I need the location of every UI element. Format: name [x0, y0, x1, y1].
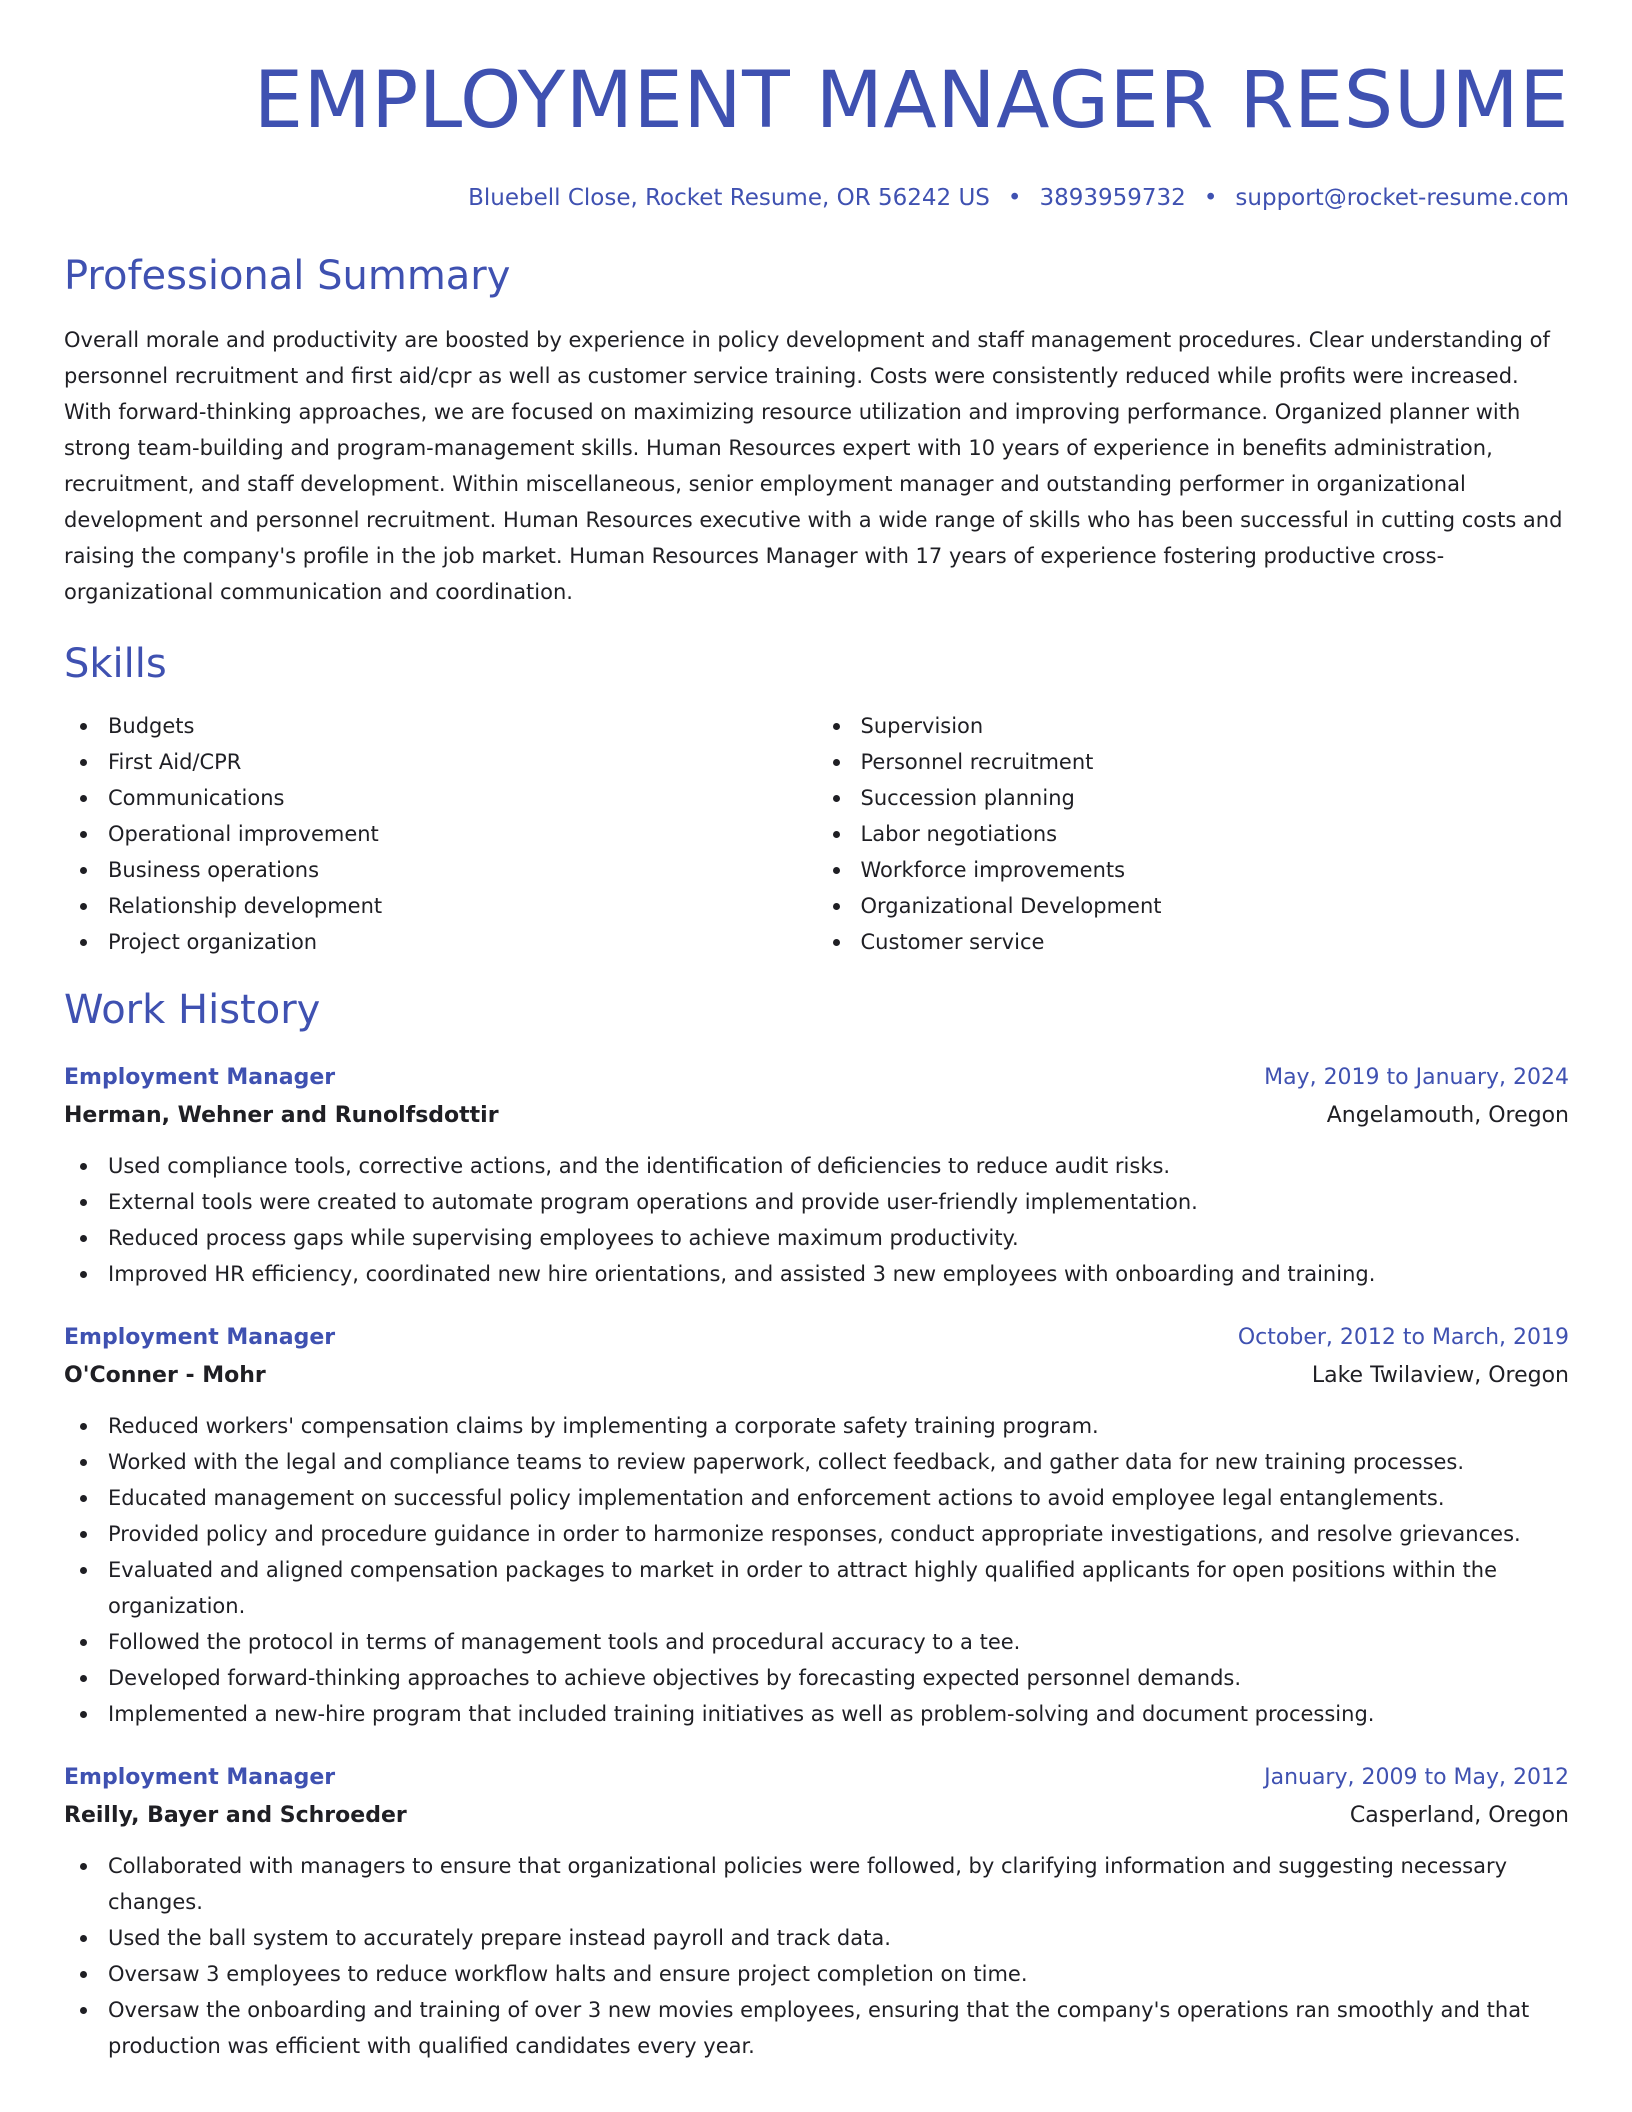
- job-entry: [64, 1760, 1569, 2064]
- skill-item: Organizational Development: [861, 888, 1570, 924]
- job-bullet: Used compliance tools, corrective actions, and the identification of deficiencies to reduce audit risks.: [108, 1148, 1569, 1184]
- skills-heading: Skills: [64, 641, 167, 687]
- skills-grid: [64, 708, 1569, 960]
- job-subheader: [64, 1796, 1569, 1836]
- job-bullet: Worked with the legal and compliance teams to review paperwork, collect feedback, and gather data for new training processes.: [108, 1444, 1569, 1480]
- job-bullets: [64, 1408, 1569, 1732]
- job-bullet: Collaborated with managers to ensure that organizational policies were followed, by clarifying information and suggesting necessary changes.: [108, 1848, 1569, 1920]
- job-title: Employment Manager: [64, 1765, 336, 1790]
- job-bullet: Reduced process gaps while supervising employees to achieve maximum productivity.: [108, 1220, 1569, 1256]
- job-header: [64, 1320, 1569, 1356]
- contact-address: Bluebell Close, Rocket Resume, OR 56242 US: [468, 185, 990, 211]
- job-bullet: External tools were created to automate program operations and provide user-friendly implementation.: [108, 1184, 1569, 1220]
- job-company: Reilly, Bayer and Schroeder: [64, 1803, 407, 1828]
- contact-phone: 3893959732: [1039, 185, 1186, 211]
- skills-column-right: [817, 708, 1570, 960]
- work-history-list: [64, 1060, 1569, 2064]
- job-subheader: [64, 1356, 1569, 1396]
- job-dates: October, 2012 to March, 2019: [1237, 1325, 1569, 1350]
- contact-separator: •: [1203, 185, 1218, 211]
- contact-line: [64, 182, 1569, 214]
- job-bullet: Reduced workers' compensation claims by implementing a corporate safety training program.: [108, 1408, 1569, 1444]
- job-bullet: Followed the protocol in terms of management tools and procedural accuracy to a tee.: [108, 1624, 1569, 1660]
- job-bullet: Oversaw 3 employees to reduce workflow halts and ensure project completion on time.: [108, 1956, 1569, 1992]
- skill-item: Personnel recruitment: [861, 744, 1570, 780]
- skill-item: Succession planning: [861, 780, 1570, 816]
- job-subheader: [64, 1096, 1569, 1136]
- job-entry: [64, 1060, 1569, 1292]
- job-dates: May, 2019 to January, 2024: [1264, 1065, 1569, 1090]
- job-title: Employment Manager: [64, 1065, 336, 1090]
- job-bullet: Oversaw the onboarding and training of over 3 new movies employees, ensuring that the company's operations ran smoothly and that production was efficient with qualified candidates every year.: [108, 1992, 1569, 2064]
- skill-item: Communications: [108, 780, 817, 816]
- summary-heading: Professional Summary: [64, 253, 511, 299]
- job-bullet: Educated management on successful policy implementation and enforcement actions to avoid employee legal entanglements.: [108, 1480, 1569, 1516]
- job-dates: January, 2009 to May, 2012: [1264, 1765, 1569, 1790]
- skill-item: Project organization: [108, 924, 817, 960]
- contact-email: support@rocket-resume.com: [1235, 185, 1569, 211]
- job-bullet: Provided policy and procedure guidance in order to harmonize responses, conduct appropriate investigations, and resolve grievances.: [108, 1516, 1569, 1552]
- job-company: Herman, Wehner and Runolfsdottir: [64, 1103, 499, 1128]
- skill-item: Workforce improvements: [861, 852, 1570, 888]
- skill-item: Operational improvement: [108, 816, 817, 852]
- job-bullet: Evaluated and aligned compensation packages to market in order to attract highly qualified applicants for open positions within the organization.: [108, 1552, 1569, 1624]
- job-header: [64, 1760, 1569, 1796]
- skill-item: Supervision: [861, 708, 1570, 744]
- skill-item: First Aid/CPR: [108, 744, 817, 780]
- job-bullet: Used the ball system to accurately prepare instead payroll and track data.: [108, 1920, 1569, 1956]
- resume-title: EMPLOYMENT MANAGER RESUME: [253, 56, 1569, 146]
- job-location: Angelamouth, Oregon: [1326, 1103, 1569, 1128]
- job-bullet: Implemented a new-hire program that included training initiatives as well as problem-solving and document processing.: [108, 1696, 1569, 1732]
- skills-column-left: [64, 708, 817, 960]
- skill-item: Labor negotiations: [861, 816, 1570, 852]
- job-location: Lake Twilaview, Oregon: [1311, 1363, 1569, 1388]
- job-bullets: [64, 1848, 1569, 2064]
- contact-separator: •: [1007, 185, 1022, 211]
- job-title: Employment Manager: [64, 1325, 336, 1350]
- skill-item: Relationship development: [108, 888, 817, 924]
- skill-item: Customer service: [861, 924, 1570, 960]
- skill-item: Business operations: [108, 852, 817, 888]
- job-entry: [64, 1320, 1569, 1732]
- summary-text: Overall morale and productivity are boosted by experience in policy development and staff management procedures. Clear understanding of personnel recruitment and first aid/cpr as well as customer service training. Costs were consistently reduced while profits were increased. With forward-thinking approaches, we are focused on maximizing resource utilization and improving performance. Organized planner with strong team-building and program-management skills. Human Resources expert with 10 years of experience in benefits administration, recruitment, and staff development. Within miscellaneous, senior employment manager and outstanding performer in organizational development and personnel recruitment. Human Resources executive with a wide range of skills who has been successful in cutting costs and raising the company's profile in the job market. Human Resources Manager with 17 years of experience fostering productive cross-organizational communication and coordination.: [64, 328, 1563, 604]
- job-header: [64, 1060, 1569, 1096]
- job-bullets: [64, 1148, 1569, 1292]
- work-history-heading: Work History: [64, 987, 321, 1033]
- skill-item: Budgets: [108, 708, 817, 744]
- job-bullet: Developed forward-thinking approaches to achieve objectives by forecasting expected personnel demands.: [108, 1660, 1569, 1696]
- job-bullet: Improved HR efficiency, coordinated new hire orientations, and assisted 3 new employees with onboarding and training.: [108, 1256, 1569, 1292]
- job-company: O'Conner - Mohr: [64, 1363, 266, 1388]
- job-location: Casperland, Oregon: [1349, 1803, 1569, 1828]
